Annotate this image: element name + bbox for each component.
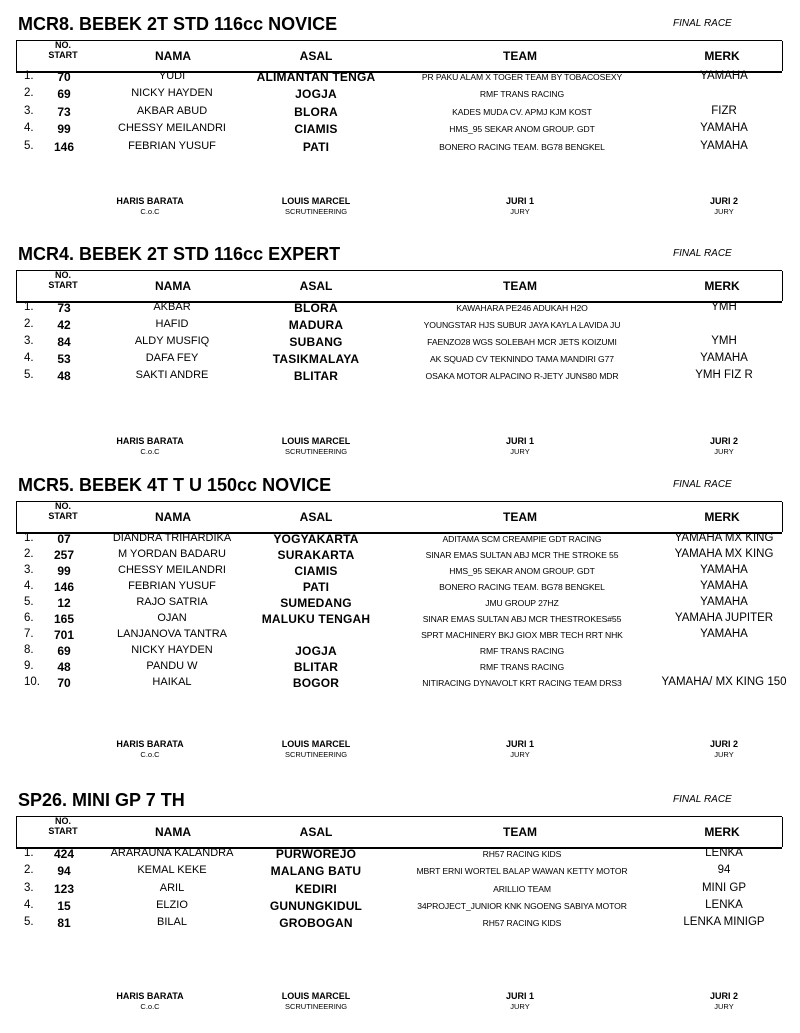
cell-no: 701 — [53, 628, 75, 642]
header-border-left — [16, 271, 17, 301]
cell-asal: PATI — [302, 139, 330, 154]
header-no-line1: NO. — [54, 40, 71, 50]
cell-team: KADES MUDA CV. APMJ KJM KOST — [452, 106, 592, 117]
signature-role: SCRUTINEERING — [284, 447, 348, 456]
cell-team: RH57 RACING KIDS — [482, 918, 562, 929]
signature-role: C.o.C — [140, 447, 160, 456]
signature-role: JURY — [714, 1002, 734, 1011]
cell-nama: AKBAR ABUD — [136, 104, 208, 117]
cell-no: 70 — [57, 676, 71, 690]
header-team: TEAM — [503, 49, 537, 63]
cell-asal: MALANG BATU — [270, 864, 362, 879]
signature-name: LOUIS MARCEL — [281, 739, 351, 749]
cell-pos: 2. — [24, 318, 34, 330]
cell-merk: LENKA — [705, 847, 743, 859]
cell-no: 48 — [57, 369, 71, 383]
cell-team: FAENZO28 WGS SOLEBAH MCR JETS KOIZUMI — [427, 337, 617, 347]
race-label: FINAL RACE — [673, 479, 732, 490]
cell-no: 257 — [53, 548, 75, 562]
table-row — [0, 548, 800, 565]
section-title: MCR5. BEBEK 4T T U 150cc NOVICE — [18, 475, 332, 495]
table-row — [0, 87, 800, 104]
cell-team: SINAR EMAS SULTAN ABJ MCR THE STROKE 55 — [425, 550, 619, 560]
cell-team: NITIRACING DYNAVOLT KRT RACING TEAM DRS3 — [422, 678, 622, 688]
cell-nama: HAIKAL — [152, 676, 192, 688]
table-header — [16, 40, 782, 73]
cell-merk: YAMAHA JUPITER — [674, 612, 774, 624]
cell-no: 48 — [57, 660, 71, 674]
cell-no: 73 — [57, 301, 71, 315]
cell-merk: YAMAHA — [700, 580, 748, 592]
table-row — [0, 612, 800, 629]
cell-nama: DIANDRA TRIHARDIKA — [112, 532, 232, 544]
header-asal: ASAL — [299, 510, 333, 524]
table-row — [0, 660, 800, 677]
header-border-right — [782, 271, 783, 301]
signature-block — [100, 739, 200, 760]
table-row — [0, 352, 800, 369]
signature-block — [266, 739, 366, 760]
header-asal: ASAL — [299, 825, 333, 839]
header-no-line2: START — [48, 511, 78, 521]
cell-nama: FEBRIAN YUSUF — [128, 580, 216, 592]
table-header — [16, 816, 782, 849]
table-header — [16, 270, 782, 303]
cell-pos: 10. — [24, 676, 40, 688]
table-row — [0, 369, 800, 386]
cell-asal: PATI — [302, 580, 330, 594]
cell-no: 73 — [57, 104, 71, 119]
signature-role: JURY — [714, 750, 734, 759]
table-row — [0, 916, 800, 933]
signature-role: C.o.C — [140, 207, 160, 216]
signature-block — [470, 436, 570, 457]
header-nama: NAMA — [155, 49, 191, 63]
cell-merk: YAMAHA — [700, 122, 748, 135]
signature-block — [470, 991, 570, 1012]
cell-pos: 6. — [24, 612, 34, 624]
cell-asal: BLITAR — [293, 660, 339, 674]
cell-nama: CHESSY MEILANDRI — [118, 564, 226, 576]
signature-name: LOUIS MARCEL — [281, 991, 351, 1001]
header-border-right — [782, 502, 783, 532]
signature-block — [674, 196, 774, 217]
signature-block — [100, 436, 200, 457]
table-row — [0, 864, 800, 881]
section-title: MCR4. BEBEK 2T STD 116cc EXPERT — [18, 244, 341, 264]
signature-name: HARIS BARATA — [116, 739, 184, 749]
signature-block — [266, 436, 366, 457]
cell-team: RH57 RACING KIDS — [482, 849, 562, 859]
signature-block — [470, 196, 570, 217]
cell-pos: 3. — [24, 564, 34, 576]
cell-asal: BLITAR — [293, 369, 339, 383]
cell-no: 84 — [57, 335, 71, 349]
cell-merk: YAMAHA — [700, 139, 748, 152]
cell-pos: 1. — [24, 70, 34, 82]
table-row — [0, 847, 800, 864]
header-border-right — [782, 41, 783, 71]
cell-merk: LENKA — [705, 898, 743, 911]
signature-block — [470, 739, 570, 760]
header-team: TEAM — [503, 825, 537, 839]
cell-no: 165 — [53, 612, 75, 626]
header-nama: NAMA — [155, 279, 191, 293]
cell-no: 99 — [57, 122, 71, 137]
cell-team: HMS_95 SEKAR ANOM GROUP. GDT — [449, 124, 595, 135]
cell-team: 34PROJECT_JUNIOR KNK NGOENG SABIYA MOTOR — [417, 900, 627, 911]
header-merk: MERK — [704, 825, 740, 839]
signature-block — [100, 196, 200, 217]
header-border-left — [16, 41, 17, 71]
cell-team: PR PAKU ALAM X TOGER TEAM BY TOBACOSEXY — [421, 72, 623, 82]
cell-no: 69 — [57, 87, 71, 102]
signature-role: JURY — [714, 447, 734, 456]
signature-name: JURI 1 — [505, 436, 534, 446]
table-row — [0, 899, 800, 916]
cell-asal: SUBANG — [289, 335, 343, 349]
cell-asal: PURWOREJO — [275, 847, 357, 861]
header-no-line2: START — [48, 280, 78, 290]
header-nama: NAMA — [155, 825, 191, 839]
table-row — [0, 140, 800, 157]
race-label: FINAL RACE — [673, 794, 732, 805]
cell-asal: CIAMIS — [294, 122, 338, 137]
header-merk: MERK — [704, 510, 740, 524]
cell-team: OSAKA MOTOR ALPACINO R-JETY JUNS80 MDR — [425, 371, 619, 381]
cell-asal: KEDIRI — [295, 881, 337, 896]
cell-no: 424 — [53, 847, 75, 861]
cell-asal: MADURA — [288, 318, 344, 332]
signature-block — [100, 991, 200, 1012]
header-border-left — [16, 817, 17, 847]
cell-asal: GUNUNGKIDUL — [269, 898, 363, 913]
cell-nama: NICKY HAYDEN — [131, 87, 213, 100]
signature-name: JURI 2 — [709, 739, 738, 749]
table-row — [0, 644, 800, 661]
signature-name: LOUIS MARCEL — [281, 196, 351, 206]
cell-team: JMU GROUP 27HZ — [485, 598, 559, 608]
cell-asal: BOGOR — [292, 676, 340, 690]
cell-no: 94 — [57, 864, 71, 879]
cell-merk: YMH FIZ R — [695, 369, 753, 381]
cell-merk: YAMAHA — [700, 70, 748, 82]
cell-nama: ARIL — [159, 881, 185, 894]
cell-nama: ALDY MUSFIQ — [134, 335, 210, 347]
cell-pos: 4. — [24, 122, 34, 135]
cell-asal: BLORA — [294, 301, 338, 315]
cell-pos: 2. — [24, 87, 34, 100]
header-border-left — [16, 502, 17, 532]
signature-name: HARIS BARATA — [116, 436, 184, 446]
cell-team: HMS_95 SEKAR ANOM GROUP. GDT — [449, 566, 595, 576]
section-title: MCR8. BEBEK 2T STD 116cc NOVICE — [18, 14, 338, 34]
cell-no: 53 — [57, 352, 71, 366]
cell-team: ADITAMA SCM CREAMPIE GDT RACING — [442, 534, 602, 544]
cell-nama: RAJO SATRIA — [136, 596, 208, 608]
cell-pos: 1. — [24, 847, 34, 859]
signature-name: HARIS BARATA — [116, 991, 184, 1001]
cell-nama: DAFA FEY — [145, 352, 199, 364]
cell-pos: 3. — [24, 335, 34, 347]
cell-merk: YMH — [711, 301, 737, 313]
cell-pos: 3. — [24, 881, 34, 894]
table-row — [0, 580, 800, 597]
table-row — [0, 70, 800, 87]
cell-nama: YUDI — [158, 70, 186, 82]
cell-team: ARILLIO TEAM — [493, 883, 551, 894]
cell-team: KAWAHARA PE246 ADUKAH H2O — [456, 303, 588, 313]
cell-merk: 94 — [717, 864, 731, 877]
cell-merk: MINI GP — [701, 881, 747, 894]
header-no-start — [42, 40, 84, 60]
signature-role: JURY — [510, 750, 530, 759]
cell-pos: 8. — [24, 644, 34, 656]
cell-nama: NICKY HAYDEN — [131, 644, 213, 656]
cell-no: 146 — [53, 139, 75, 154]
cell-nama: BILAL — [157, 916, 187, 929]
cell-nama: ARARAUNA KALANDRA — [110, 847, 234, 859]
cell-pos: 1. — [24, 301, 34, 313]
cell-pos: 5. — [24, 916, 34, 929]
cell-pos: 2. — [24, 864, 34, 877]
cell-no: 146 — [53, 580, 75, 594]
signature-name: JURI 1 — [505, 991, 534, 1001]
header-team: TEAM — [503, 510, 537, 524]
signature-name: LOUIS MARCEL — [281, 436, 351, 446]
signature-role: SCRUTINEERING — [284, 750, 348, 759]
cell-no: 123 — [53, 881, 75, 896]
cell-pos: 4. — [24, 580, 34, 592]
cell-no: 99 — [57, 564, 71, 578]
cell-no: 12 — [57, 596, 71, 610]
cell-team: BONERO RACING TEAM. BG78 BENGKEL — [439, 582, 605, 592]
header-no-line1: NO. — [54, 501, 71, 511]
race-label: FINAL RACE — [673, 18, 732, 29]
header-no-line2: START — [48, 826, 78, 836]
header-no-start — [42, 816, 84, 836]
cell-merk: YAMAHA MX KING — [674, 532, 774, 544]
header-no-line1: NO. — [54, 816, 71, 826]
cell-no: 81 — [57, 916, 71, 931]
header-border-right — [782, 817, 783, 847]
cell-pos: 2. — [24, 548, 34, 560]
signature-role: JURY — [714, 207, 734, 216]
table-row — [0, 882, 800, 899]
header-asal: ASAL — [299, 279, 333, 293]
cell-merk: YAMAHA/ MX KING 150 — [661, 676, 787, 688]
cell-team: BONERO RACING TEAM. BG78 BENGKEL — [439, 141, 605, 152]
cell-pos: 4. — [24, 352, 34, 364]
cell-pos: 7. — [24, 628, 34, 640]
cell-no: 07 — [57, 532, 71, 546]
header-asal: ASAL — [299, 49, 333, 63]
header-no-line1: NO. — [54, 270, 71, 280]
cell-merk: YAMAHA — [700, 628, 748, 640]
cell-asal: SURAKARTA — [277, 548, 355, 562]
signature-block — [674, 991, 774, 1012]
signature-name: JURI 1 — [505, 739, 534, 749]
cell-pos: 4. — [24, 898, 34, 911]
signature-role: JURY — [510, 207, 530, 216]
cell-asal: SUMEDANG — [280, 596, 352, 610]
cell-team: RMF TRANS RACING — [479, 662, 565, 672]
cell-team: YOUNGSTAR HJS SUBUR JAYA KAYLA LAVIDA JU — [423, 320, 621, 330]
table-row — [0, 122, 800, 139]
cell-pos: 9. — [24, 660, 34, 672]
signature-role: C.o.C — [140, 750, 160, 759]
cell-nama: FEBRIAN YUSUF — [128, 139, 216, 152]
cell-asal: JOGJA — [295, 87, 337, 102]
cell-asal: ALIMANTAN TENGA — [256, 70, 376, 84]
cell-nama: OJAN — [157, 612, 187, 624]
signature-block — [674, 739, 774, 760]
cell-pos: 5. — [24, 596, 34, 608]
cell-team: RMF TRANS RACING — [479, 646, 565, 656]
table-row — [0, 335, 800, 352]
cell-pos: 1. — [24, 532, 34, 544]
header-team: TEAM — [503, 279, 537, 293]
cell-nama: ELZIO — [156, 898, 188, 911]
signature-block — [266, 196, 366, 217]
signature-block — [266, 991, 366, 1012]
section-title: SP26. MINI GP 7 TH — [18, 790, 185, 810]
table-header — [16, 501, 782, 534]
cell-pos: 5. — [24, 139, 34, 152]
race-label: FINAL RACE — [673, 248, 732, 259]
signature-name: JURI 2 — [709, 436, 738, 446]
table-row — [0, 628, 800, 645]
cell-nama: HAFID — [155, 318, 189, 330]
header-no-start — [42, 270, 84, 290]
cell-nama: M YORDAN BADARU — [118, 548, 226, 560]
cell-team: MBRT ERNI WORTEL BALAP WAWAN KETTY MOTOR — [416, 866, 628, 877]
signature-name: JURI 2 — [709, 196, 738, 206]
header-nama: NAMA — [155, 510, 191, 524]
cell-no: 42 — [57, 318, 71, 332]
table-row — [0, 596, 800, 613]
header-no-line2: START — [48, 50, 78, 60]
header-merk: MERK — [704, 279, 740, 293]
cell-no: 69 — [57, 644, 71, 658]
cell-asal: YOGYAKARTA — [273, 532, 359, 546]
signature-name: JURI 1 — [505, 196, 534, 206]
cell-merk: YAMAHA MX KING — [674, 548, 774, 560]
table-row — [0, 676, 800, 693]
cell-nama: LANJANOVA TANTRA — [116, 628, 228, 640]
cell-pos: 3. — [24, 104, 34, 117]
cell-asal: GROBOGAN — [279, 916, 353, 931]
header-merk: MERK — [704, 49, 740, 63]
cell-no: 15 — [57, 898, 71, 913]
signature-role: JURY — [510, 1002, 530, 1011]
cell-pos: 5. — [24, 369, 34, 381]
cell-team: AK SQUAD CV TEKNINDO TAMA MANDIRI G77 — [430, 354, 614, 364]
cell-nama: AKBAR — [153, 301, 191, 313]
cell-merk: YMH — [711, 335, 737, 347]
cell-merk: FIZR — [711, 104, 737, 117]
signature-role: C.o.C — [140, 1002, 160, 1011]
cell-merk: YAMAHA — [700, 564, 748, 576]
cell-merk: YAMAHA — [700, 352, 748, 364]
cell-asal: MALUKU TENGAH — [261, 612, 371, 626]
cell-asal: CIAMIS — [294, 564, 338, 578]
signature-block — [674, 436, 774, 457]
cell-nama: PANDU W — [146, 660, 198, 672]
table-row — [0, 532, 800, 549]
table-row — [0, 564, 800, 581]
cell-nama: CHESSY MEILANDRI — [118, 122, 226, 135]
cell-team: RMF TRANS RACING — [479, 89, 565, 100]
table-row — [0, 318, 800, 335]
cell-team: SINAR EMAS SULTAN ABJ MCR THESTROKES#55 — [422, 614, 622, 624]
table-row — [0, 105, 800, 122]
cell-asal: JOGJA — [295, 644, 337, 658]
cell-nama: KEMAL KEKE — [137, 864, 207, 877]
cell-asal: TASIKMALAYA — [272, 352, 360, 366]
cell-nama: SAKTI ANDRE — [135, 369, 209, 381]
header-no-start — [42, 501, 84, 521]
cell-merk: YAMAHA — [700, 596, 748, 608]
cell-merk: LENKA MINIGP — [683, 916, 765, 929]
signature-name: HARIS BARATA — [116, 196, 184, 206]
signature-role: SCRUTINEERING — [284, 1002, 348, 1011]
signature-role: JURY — [510, 447, 530, 456]
cell-asal: BLORA — [294, 104, 338, 119]
table-row — [0, 301, 800, 318]
cell-team: SPRT MACHINERY BKJ GIOX MBR TECH RRT NHK — [421, 630, 623, 640]
cell-no: 70 — [57, 70, 71, 84]
signature-name: JURI 2 — [709, 991, 738, 1001]
signature-role: SCRUTINEERING — [284, 207, 348, 216]
